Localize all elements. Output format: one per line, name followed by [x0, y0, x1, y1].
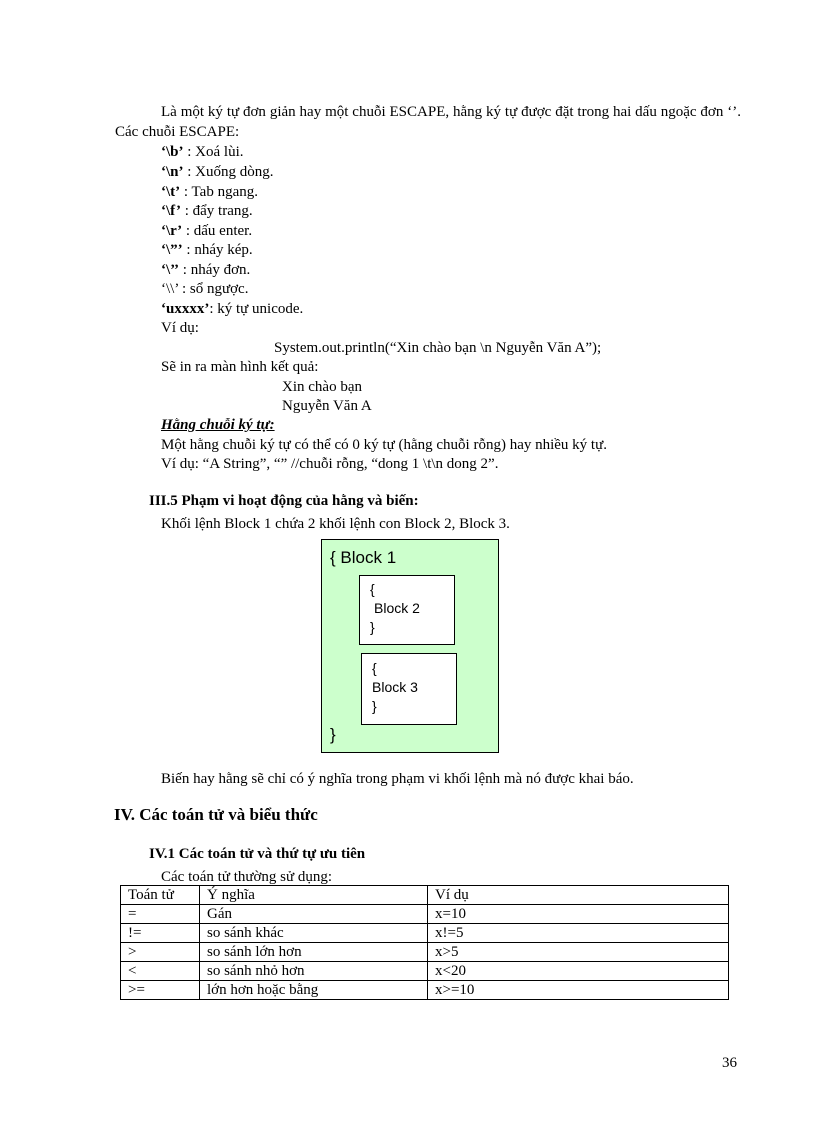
block3-open: { [372, 660, 377, 676]
escape-item: ‘\’’ : nháy đơn. [161, 262, 251, 278]
table-cell: x>5 [428, 943, 729, 962]
block2-open: { [370, 581, 375, 597]
intro-paragraph: Là một ký tự đơn giản hay một chuỗi ESCAPE, hằng ký tự được đặt trong hai dấu ngoặc đơn ‘’. Các chuỗi ESCAPE: [115, 104, 741, 140]
table-cell: > [121, 943, 200, 962]
table-header-cell: Ví dụ [428, 886, 729, 905]
escape-item: ‘\\’ : sổ ngược. [161, 281, 249, 297]
table-cell: so sánh nhỏ hơn [200, 962, 428, 981]
block3-close: } [372, 698, 377, 714]
example-code: System.out.println(“Xin chào bạn \n Nguyễn Văn A”); [274, 340, 602, 356]
escape-item: ‘\r’ : dấu enter. [161, 223, 253, 239]
section-iii5-intro: Khối lệnh Block 1 chứa 2 khối lệnh con Block 2, Block 3. [161, 516, 510, 532]
output-line: Nguyễn Văn A [282, 398, 372, 414]
block1-close: } [330, 725, 336, 744]
table-row [121, 924, 729, 943]
table-cell: Gán [200, 905, 428, 924]
page-number: 36 [722, 1055, 737, 1071]
table-header-cell: Toán tử [121, 886, 200, 905]
table-cell: < [121, 962, 200, 981]
example-label: Ví dụ: [161, 320, 199, 336]
table-cell: lớn hơn hoặc bằng [200, 981, 428, 1000]
table-header-row [121, 886, 729, 905]
table-cell: so sánh lớn hơn [200, 943, 428, 962]
block3-label: Block 3 [372, 679, 418, 695]
table-caption: Các toán tử thường sử dụng: [161, 869, 333, 885]
scope-conclusion: Biến hay hằng sẽ chỉ có ý nghĩa trong phạm vi khối lệnh mà nó được khai báo. [161, 771, 634, 787]
block1-open: { Block 1 [330, 548, 397, 567]
block2-label: Block 2 [374, 600, 420, 616]
escape-item: ‘\f’ : đẩy trang. [161, 203, 253, 219]
escape-item: ‘uxxxx’: ký tự unicode. [161, 301, 304, 317]
string-const-desc: Một hằng chuỗi ký tự có thể có 0 ký tự (hằng chuỗi rỗng) hay nhiều ký tự. [161, 437, 607, 453]
table-cell: != [121, 924, 200, 943]
table-row [121, 962, 729, 981]
table-row [121, 905, 729, 924]
block2-close: } [370, 619, 375, 635]
escape-item: ‘\n’ : Xuống dòng. [161, 164, 274, 180]
string-const-title: Hằng chuỗi ký tự: [161, 417, 275, 433]
operators-table [120, 885, 729, 1000]
table-cell: = [121, 905, 200, 924]
table-cell: x<20 [428, 962, 729, 981]
escape-item: ‘\”’ : nháy kép. [161, 242, 253, 258]
output-line: Xin chào bạn [282, 379, 362, 395]
table-cell: x>=10 [428, 981, 729, 1000]
result-label: Sẽ in ra màn hình kết quả: [161, 359, 319, 375]
table-header-cell: Ý nghĩa [200, 886, 428, 905]
section-iv-heading: IV. Các toán tử và biểu thức [114, 805, 318, 824]
section-iii5-heading: III.5 Phạm vi hoạt động của hằng và biến: [149, 493, 419, 509]
table-cell: so sánh khác [200, 924, 428, 943]
table-cell: >= [121, 981, 200, 1000]
table-row [121, 943, 729, 962]
table-row [121, 981, 729, 1000]
table-cell: x=10 [428, 905, 729, 924]
string-const-example: Ví dụ: “A String”, “” //chuỗi rỗng, “dong 1 \t\n dong 2”. [161, 456, 499, 472]
escape-item: ‘\b’ : Xoá lùi. [161, 144, 244, 160]
section-iv1-heading: IV.1 Các toán tử và thứ tự ưu tiên [149, 846, 366, 862]
table-cell: x!=5 [428, 924, 729, 943]
escape-item: ‘\t’ : Tab ngang. [161, 184, 258, 200]
